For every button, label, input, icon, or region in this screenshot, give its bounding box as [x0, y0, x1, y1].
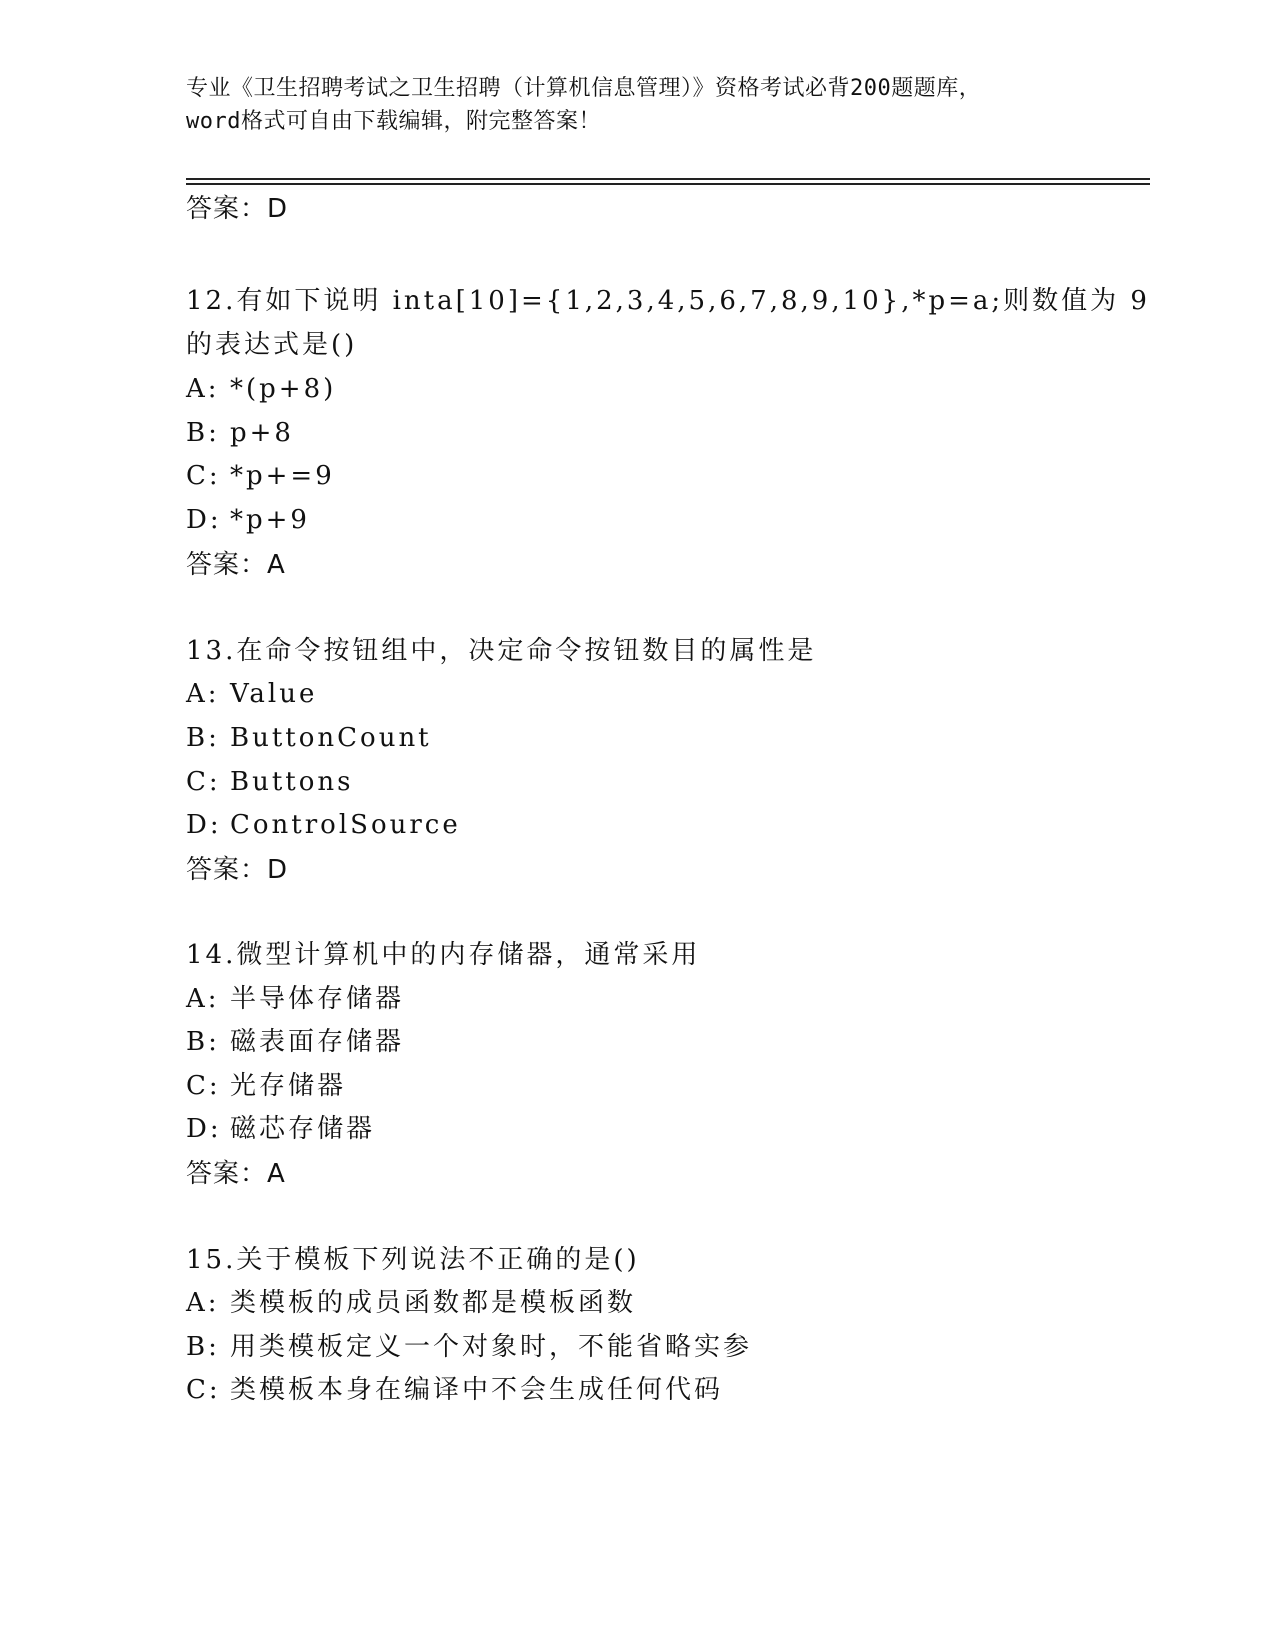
- question-14-answer: 答案：A: [186, 1159, 286, 1189]
- question-12-option-d: [186, 503, 310, 537]
- question-12-option-b: [186, 416, 294, 450]
- option-letter: B:: [186, 418, 220, 448]
- question-15-option-b: [186, 1330, 752, 1364]
- option-letter: A:: [186, 679, 220, 709]
- header-rule-bottom: [186, 183, 1150, 185]
- question-14-stem: 14.微型计算机中的内存储器，通常采用: [186, 940, 701, 970]
- question-15-option-a: [186, 1286, 636, 1320]
- question-15-stem: 15.关于模板下列说法不正确的是(): [186, 1245, 640, 1275]
- option-letter: D:: [186, 1114, 222, 1144]
- header-line-1: 专业《卫生招聘考试之卫生招聘（计算机信息管理）》资格考试必背200题题库，: [186, 76, 982, 101]
- option-text: 半导体存储器: [230, 984, 405, 1014]
- option-text: 磁芯存储器: [230, 1114, 376, 1144]
- question-12-stem-line-1: 12.有如下说明 inta[10]={1,2,3,4,5,6,7,8,9,10},*p=a;则数值为 9: [186, 286, 1150, 316]
- question-12-option-c: [186, 459, 335, 493]
- option-text: 光存储器: [230, 1071, 347, 1101]
- question-12-answer: 答案：A: [186, 550, 286, 580]
- option-letter: A:: [186, 984, 220, 1014]
- option-letter: B:: [186, 723, 220, 753]
- option-letter: D:: [186, 505, 222, 535]
- question-13-stem: 13.在命令按钮组中，决定命令按钮数目的属性是: [186, 636, 817, 666]
- option-text: Value: [230, 679, 318, 709]
- option-text: 类模板本身在编译中不会生成任何代码: [230, 1375, 724, 1405]
- header-rule-top: [186, 178, 1150, 180]
- question-14-option-c: [186, 1069, 346, 1103]
- option-text: ControlSource: [230, 810, 461, 840]
- option-letter: D:: [186, 810, 222, 840]
- header-line-2: word格式可自由下载编辑，附完整答案！: [186, 109, 601, 134]
- question-13-answer: 答案：D: [186, 855, 289, 885]
- question-13-option-b: [186, 721, 432, 755]
- question-14-option-d: [186, 1112, 375, 1146]
- option-letter: C:: [186, 767, 221, 797]
- option-text: *(p+8): [230, 374, 337, 404]
- option-text: *p+=9: [230, 461, 335, 491]
- page-header: [186, 72, 1086, 138]
- option-text: Buttons: [230, 767, 354, 797]
- question-13-option-d: [186, 808, 461, 842]
- option-letter: A:: [186, 374, 220, 404]
- question-12-option-a: [186, 372, 336, 406]
- option-text: 类模板的成员函数都是模板函数: [230, 1288, 637, 1318]
- option-letter: C:: [186, 1375, 221, 1405]
- option-letter: B:: [186, 1332, 220, 1362]
- option-letter: A:: [186, 1288, 220, 1318]
- question-14-option-b: [186, 1025, 404, 1059]
- question-13-option-a: [186, 677, 317, 711]
- option-text: p+8: [230, 418, 294, 448]
- option-text: 用类模板定义一个对象时，不能省略实参: [230, 1332, 753, 1362]
- answer-11: 答案：D: [186, 194, 289, 224]
- question-13-option-c: [186, 765, 354, 799]
- option-letter: C:: [186, 461, 221, 491]
- question-15-option-c: [186, 1373, 723, 1407]
- option-letter: C:: [186, 1071, 221, 1101]
- option-text: ButtonCount: [230, 723, 432, 753]
- question-12-stem-line-2: 的表达式是(): [186, 330, 358, 360]
- option-text: *p+9: [230, 505, 310, 535]
- option-text: 磁表面存储器: [230, 1027, 405, 1057]
- option-letter: B:: [186, 1027, 220, 1057]
- question-14-option-a: [186, 982, 404, 1016]
